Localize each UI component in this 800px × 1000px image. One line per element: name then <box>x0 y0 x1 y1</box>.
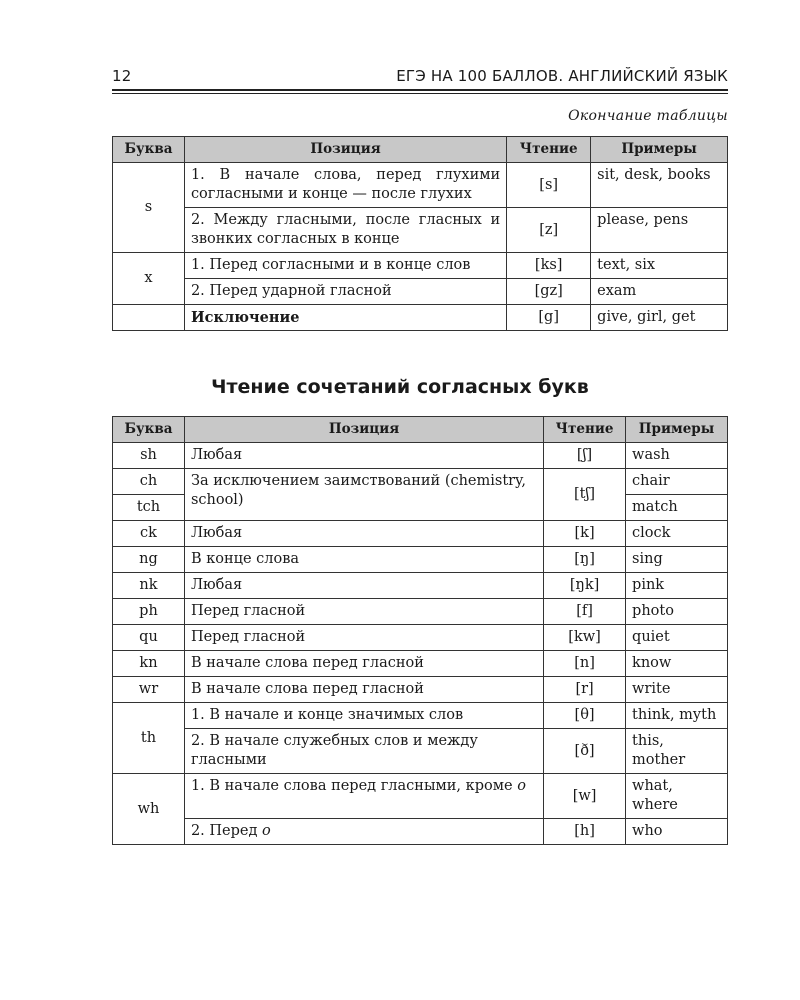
running-header <box>112 64 728 88</box>
table-row <box>113 599 728 625</box>
position-text: 2. Перед <box>190 823 258 839</box>
table-row <box>113 208 728 253</box>
table-continuation-caption: Окончание таблицы <box>568 108 728 124</box>
position-cell: 1. В начале и конце значимых слов <box>184 703 543 729</box>
examples-cell: text, six <box>591 253 728 279</box>
position-italic-letter: о <box>517 778 526 794</box>
examples-cell: match <box>626 495 728 521</box>
letter-reading-table <box>112 136 728 331</box>
col-header-examples: Примеры <box>591 137 728 163</box>
col-header-position: Позиция <box>184 417 543 443</box>
position-cell: 2. Между гласными, после гласных и звонких согласных в конце <box>184 208 506 253</box>
position-cell: 1. Перед согласными и в конце слов <box>184 253 506 279</box>
position-cell: 1. В начале слова, перед глухими согласными и конце — после глухих <box>184 163 506 208</box>
letter-cell: th <box>113 703 185 774</box>
table-row <box>113 469 728 495</box>
letter-cell: wr <box>113 677 185 703</box>
col-header-position: Позиция <box>184 137 506 163</box>
table-row <box>113 443 728 469</box>
position-cell <box>184 774 543 819</box>
table-row <box>113 819 728 845</box>
table-header-row <box>113 137 728 163</box>
position-cell: 2. В начале служебных слов и между гласными <box>184 729 543 774</box>
examples-cell: know <box>626 651 728 677</box>
table-row <box>113 521 728 547</box>
letter-cell: kn <box>113 651 185 677</box>
table-header-row <box>113 417 728 443</box>
position-cell: Любая <box>184 521 543 547</box>
examples-cell: give, girl, get <box>591 305 728 331</box>
reading-cell: [n] <box>544 651 626 677</box>
table-row <box>113 573 728 599</box>
reading-cell: [z] <box>507 208 591 253</box>
table-row <box>113 729 728 774</box>
table-row <box>113 253 728 279</box>
letter-cell: ch <box>113 469 185 495</box>
table-row <box>113 305 728 331</box>
reading-cell: [ð] <box>544 729 626 774</box>
position-cell: В начале слова перед гласной <box>184 651 543 677</box>
reading-cell: [gz] <box>507 279 591 305</box>
table-row <box>113 774 728 819</box>
position-cell: Перед гласной <box>184 625 543 651</box>
reading-cell: [θ] <box>544 703 626 729</box>
letter-cell: ph <box>113 599 185 625</box>
examples-cell: who <box>626 819 728 845</box>
header-rule-thin <box>112 93 728 94</box>
page-number: 12 <box>112 67 132 85</box>
reading-cell: [ŋk] <box>544 573 626 599</box>
letter-cell: qu <box>113 625 185 651</box>
letter-cell: x <box>113 253 185 305</box>
letter-cell: ng <box>113 547 185 573</box>
reading-cell: [h] <box>544 819 626 845</box>
examples-cell: clock <box>626 521 728 547</box>
examples-cell: exam <box>591 279 728 305</box>
reading-cell: [w] <box>544 774 626 819</box>
table-row <box>113 703 728 729</box>
position-cell: В начале слова перед гласной <box>184 677 543 703</box>
consonant-combinations-table <box>112 416 728 845</box>
section-title: Чтение сочетаний согласных букв <box>211 376 589 398</box>
examples-cell: photo <box>626 599 728 625</box>
header-rule-thick <box>112 89 728 91</box>
examples-cell: please, pens <box>591 208 728 253</box>
examples-cell: write <box>626 677 728 703</box>
examples-cell: what, where <box>626 774 728 819</box>
table-row <box>113 279 728 305</box>
table-row <box>113 677 728 703</box>
position-cell <box>184 819 543 845</box>
col-header-examples: Примеры <box>626 417 728 443</box>
examples-cell: wash <box>626 443 728 469</box>
letter-cell: wh <box>113 774 185 845</box>
letter-cell: nk <box>113 573 185 599</box>
table-row <box>113 547 728 573</box>
letter-cell: sh <box>113 443 185 469</box>
position-cell: В конце слова <box>184 547 543 573</box>
letter-cell: ck <box>113 521 185 547</box>
examples-cell: pink <box>626 573 728 599</box>
running-title: ЕГЭ НА 100 БАЛЛОВ. АНГЛИЙСКИЙ ЯЗЫК <box>396 67 728 85</box>
examples-cell: think, myth <box>626 703 728 729</box>
position-cell: 2. Перед ударной гласной <box>184 279 506 305</box>
reading-cell: [f] <box>544 599 626 625</box>
position-cell: За исключением заимствований (chemistry, school) <box>184 469 543 521</box>
reading-cell: [ŋ] <box>544 547 626 573</box>
reading-cell: [ʃ] <box>544 443 626 469</box>
reading-cell: [kw] <box>544 625 626 651</box>
col-header-reading: Чтение <box>507 137 591 163</box>
examples-cell: this, mother <box>626 729 728 774</box>
position-text: 1. В начале слова перед гласными, кроме <box>190 778 513 794</box>
reading-cell: [g] <box>507 305 591 331</box>
letter-cell: tch <box>113 495 185 521</box>
col-header-reading: Чтение <box>544 417 626 443</box>
reading-cell: [k] <box>544 521 626 547</box>
examples-cell: sing <box>626 547 728 573</box>
col-header-letter: Буква <box>113 417 185 443</box>
reading-cell: [ks] <box>507 253 591 279</box>
col-header-letter: Буква <box>113 137 185 163</box>
position-cell: Исключение <box>184 305 506 331</box>
reading-cell: [r] <box>544 677 626 703</box>
table-row <box>113 163 728 208</box>
reading-cell: [tʃ] <box>544 469 626 521</box>
table-row <box>113 651 728 677</box>
position-cell: Перед гласной <box>184 599 543 625</box>
reading-cell: [s] <box>507 163 591 208</box>
examples-cell: sit, desk, books <box>591 163 728 208</box>
letter-cell: s <box>113 163 185 253</box>
examples-cell: quiet <box>626 625 728 651</box>
table-row <box>113 625 728 651</box>
position-cell: Любая <box>184 573 543 599</box>
position-italic-letter: о <box>262 823 271 839</box>
position-cell: Любая <box>184 443 543 469</box>
letter-cell-empty <box>113 305 185 331</box>
examples-cell: chair <box>626 469 728 495</box>
